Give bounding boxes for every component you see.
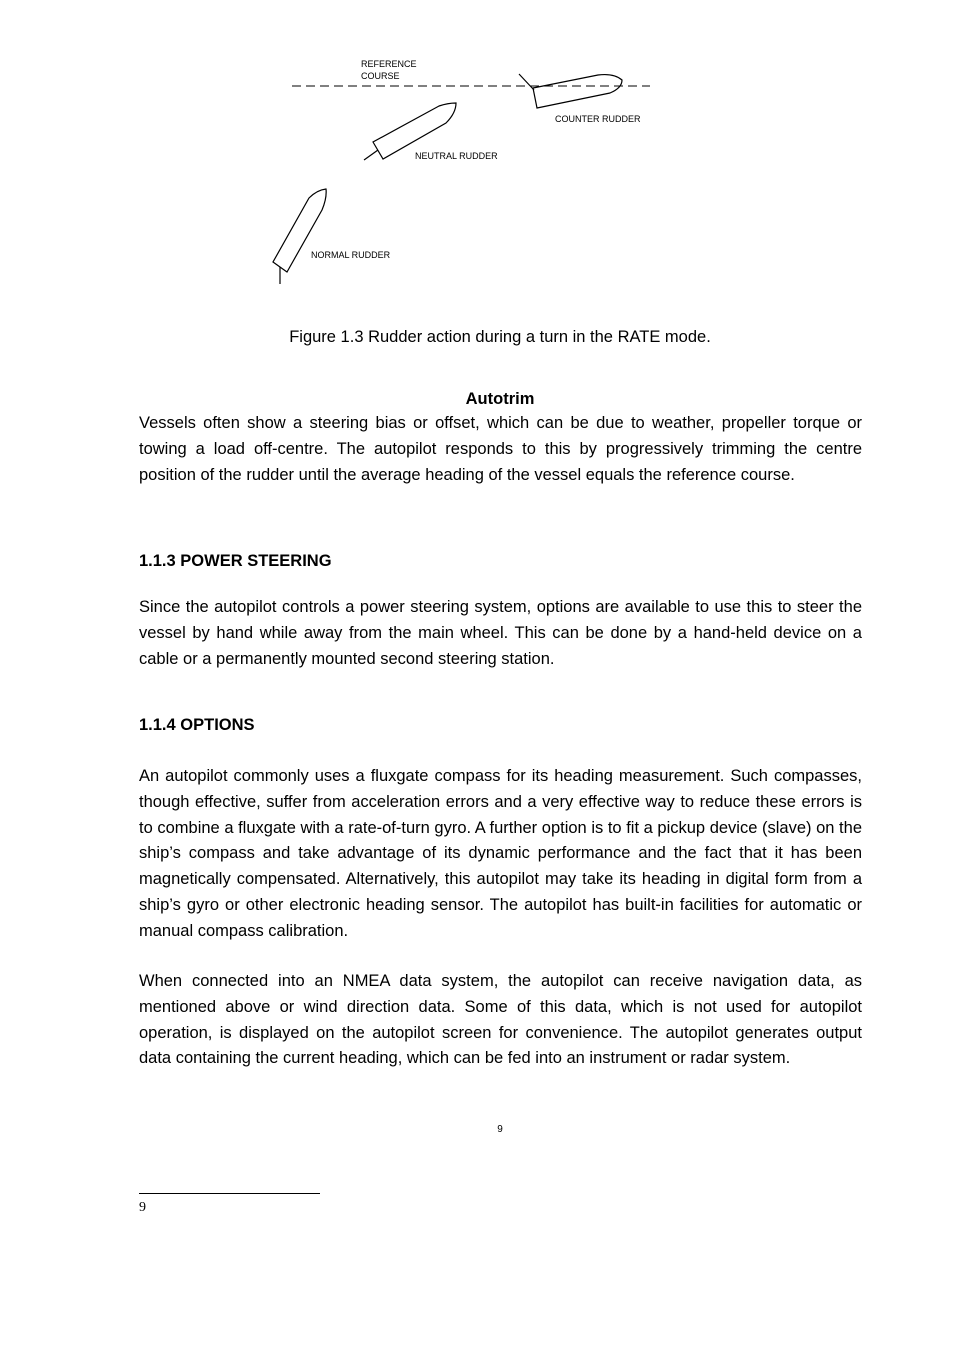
figure-caption: Figure 1.3 Rudder action during a turn in the RATE mode. [289, 328, 711, 346]
footnote-separator [139, 1193, 320, 1194]
options-paragraph-1: An autopilot commonly uses a fluxgate compass for its heading measurement. Such compasses, though effective, suffer from acceleration errors and a very effective way to reduce these errors is to combine a fluxgate with a rate-of-turn gyro. A further option is to fit a pickup device (slave) on the ship’s compass and take advantage of its dynamic performance and the fact that it has been magnetically compensated. Alternatively, this autopilot may take its heading in digital form from a ship’s gyro or other electronic heading sensor. The autopilot has built-in facilities for automatic or manual compass calibration. [139, 767, 862, 940]
autotrim-heading: Autotrim [465, 390, 535, 408]
rudder-action-figure [0, 0, 954, 300]
footnote: 9 [139, 1200, 146, 1215]
page-number: 9 [497, 1124, 503, 1135]
counter-rudder-label: COUNTER RUDDER [555, 114, 641, 124]
reference-label-line2: COURSE [361, 71, 400, 81]
normal-rudder-vessel [273, 189, 326, 284]
reference-label-line1: REFERENCE [361, 59, 417, 69]
neutral-rudder-label: NEUTRAL RUDDER [415, 151, 498, 161]
rudder-diagram [0, 0, 954, 300]
autotrim-paragraph: Vessels often show a steering bias or offset, which can be due to weather, propeller torque or towing a load off-centre. The autopilot responds to this by progressively trimming the centre position of the rudder until the average heading of the vessel equals the reference course. [139, 414, 862, 484]
options-paragraph-2: When connected into an NMEA data system, the autopilot can receive navigation data, as mentioned above or wind direction data. Some of this data, which is not used for autopilot operation, is displayed on the autopilot screen for convenience. The autopilot generates output data containing the current heading, which can be fed into an instrument or radar system. [139, 972, 862, 1068]
normal-rudder-label: NORMAL RUDDER [311, 250, 391, 260]
power-steering-heading: 1.1.3 POWER STEERING [139, 552, 332, 570]
counter-rudder-vessel [519, 74, 622, 108]
power-steering-paragraph: Since the autopilot controls a power steering system, options are available to use this to steer the vessel by hand while away from the main wheel. This can be done by a hand-held device on a cable or a permanently mounted second steering station. [139, 598, 862, 668]
options-heading: 1.1.4 OPTIONS [139, 716, 255, 734]
